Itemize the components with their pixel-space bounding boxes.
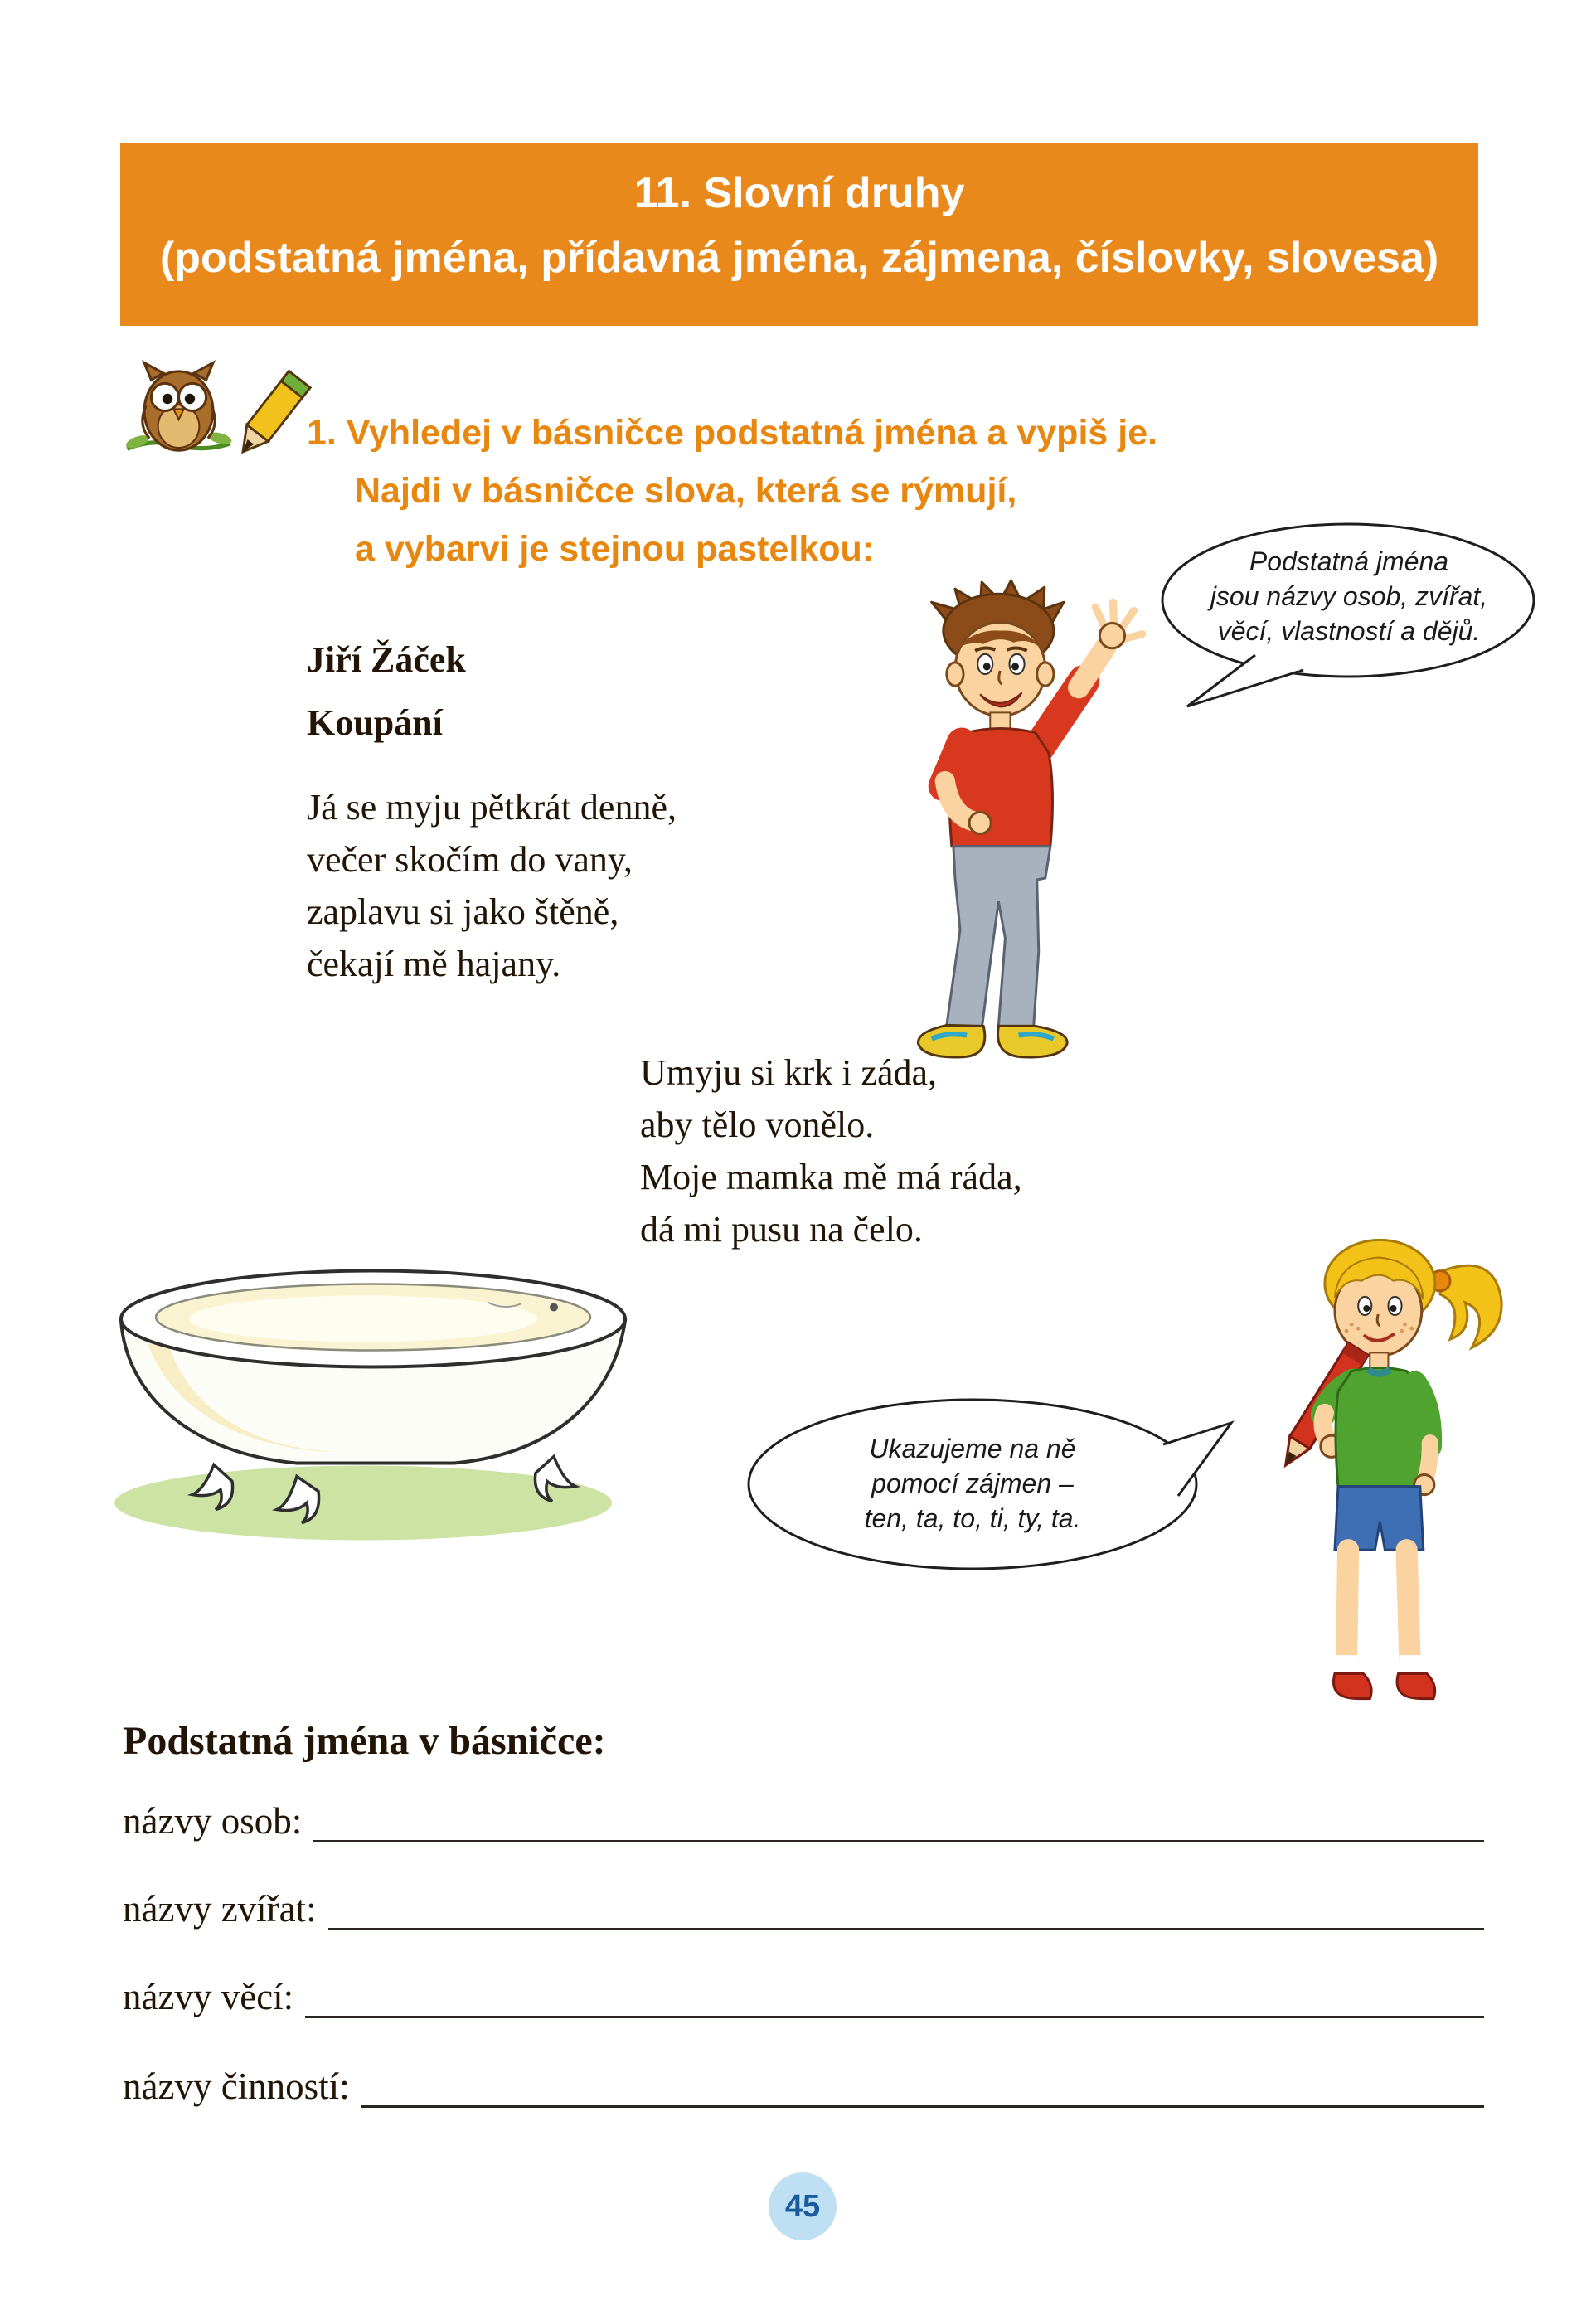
noun-definition-bubble [1157,519,1540,711]
pencil-icon [226,363,317,469]
answer-blank-line[interactable] [328,1873,1484,1930]
answer-blank-line[interactable] [305,1961,1484,2018]
poem-title: Koupání [307,702,443,743]
pronoun-bubble-line3: ten, ta, to, ti, ty, ta. [864,1503,1081,1533]
page-number-badge [769,2172,837,2240]
answer-label: názvy činností: [123,2066,350,2107]
poem-line: aby tělo vonělo. [640,1104,875,1145]
pronoun-bubble-line1: Ukazujeme na ně [869,1434,1076,1464]
instruction-line3: a vybarvi je stejnou pastelkou: [355,529,875,569]
chapter-title-line2: (podstatná jména, přídavná jména, zájmena, číslovky, slovesa) [159,234,1439,282]
noun-bubble-line2: jsou názvy osob, zvířat, [1210,581,1488,611]
answer-row-names-of-things [123,1964,1484,2018]
answers-heading: Podstatná jména v básničce: [123,1719,606,1763]
owl-icon [119,352,239,468]
poem-line: zaplavu si jako štěně, [307,891,619,932]
poem-line: dá mi pusu na čelo. [640,1209,923,1250]
poem-stanza-2 [640,1046,1022,1255]
poem-stanza-1 [307,781,677,990]
page-number: 45 [784,2188,821,2224]
answer-blank-line[interactable] [313,1785,1484,1842]
instruction-line1: 1. Vyhledej v básničce podstatná jména a vypiš je. [307,413,1158,453]
answer-row-names-of-activities [123,2053,1484,2108]
answer-row-names-of-animals [123,1876,1484,1930]
answer-label: názvy věcí: [123,1976,294,2017]
answer-label: názvy zvířat: [123,1888,317,1930]
noun-bubble-line1: Podstatná jména [1249,546,1449,576]
pronoun-bubble-line2: pomocí zájmen – [871,1468,1074,1498]
poem-line: večer skočím do vany, [307,839,633,880]
noun-bubble-line3: věcí, vlastností a dějů. [1217,616,1481,646]
girl-illustration [1254,1204,1531,1743]
instruction-line2: Najdi v básničce slova, která se rýmují, [355,471,1017,511]
bathtub-illustration [90,1226,670,1561]
chapter-title-line1: 11. Slovní druhy [633,169,965,217]
poem-author: Jiří Žáček [307,639,466,680]
chapter-banner [120,143,1478,326]
poem-line: Umyju si krk i záda, [640,1052,938,1093]
poem-line: Moje mamka mě má ráda, [640,1157,1022,1197]
answer-row-names-of-people [123,1788,1484,1842]
poem-line: čekají mě hajany. [307,944,561,984]
pronoun-hint-bubble [740,1391,1238,1592]
answer-blank-line[interactable] [361,2051,1484,2108]
boy-illustration [872,570,1154,1085]
answer-label: názvy osob: [123,1800,303,1842]
poem-line: Já se myju pětkrát denně, [307,787,677,828]
